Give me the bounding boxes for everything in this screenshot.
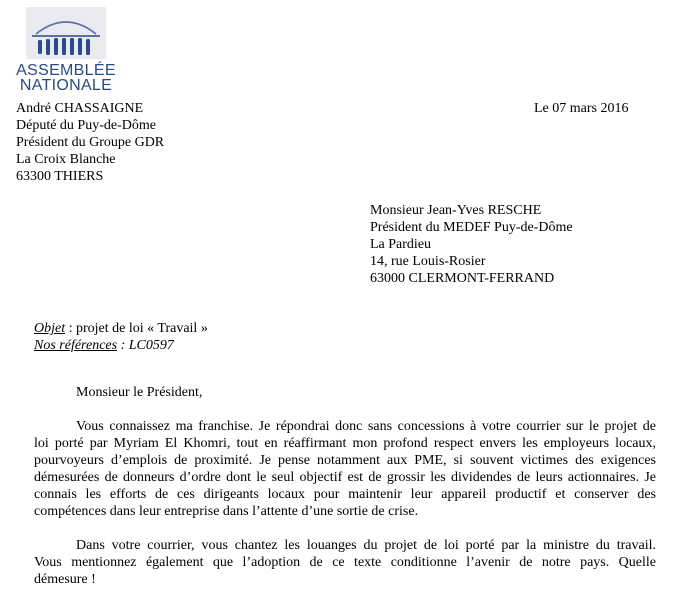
logo-line-2: NATIONALE bbox=[19, 77, 113, 94]
body-paragraph-1 bbox=[34, 418, 656, 520]
references-separator: : bbox=[117, 338, 129, 353]
paragraph-line: compétences dans leur entreprise dans l’attente d’une sortie de crise. bbox=[34, 504, 419, 519]
references-line bbox=[34, 337, 208, 354]
recipient-role: Président du MEDEF Puy-de-Dôme bbox=[370, 220, 573, 235]
paragraph-line: démesure ! bbox=[34, 572, 96, 587]
letter-date: Le 07 mars 2016 bbox=[534, 101, 629, 116]
sender-role-2: Président du Groupe GDR bbox=[16, 135, 165, 150]
body-paragraph-2 bbox=[34, 537, 656, 588]
recipient-block bbox=[370, 202, 573, 287]
sender-role-1: Député du Puy-de-Dôme bbox=[16, 118, 156, 133]
paragraph-line: démesurées de donneurs d’ordre dont le seul objectif est de grossir les dividendes de leurs actionnaires. Je bbox=[34, 470, 656, 485]
salutation: Monsieur le Président, bbox=[76, 385, 203, 400]
objet-value: projet de loi « Travail » bbox=[76, 321, 208, 336]
objet-line bbox=[34, 320, 208, 337]
sender-address-1: La Croix Blanche bbox=[16, 152, 116, 167]
objet-label: Objet bbox=[34, 321, 66, 336]
paragraph-line: pourvoyeurs d’emplois de proximité. Je pense notamment aux PME, si souvent victimes des exigences bbox=[34, 453, 656, 468]
paragraph-line: connais les efforts de ces dirigeants locaux pour maintenir leur appareil productif et conserver des bbox=[34, 487, 656, 502]
sender-address-2: 63300 THIERS bbox=[16, 169, 104, 184]
references-label: Nos références bbox=[34, 338, 118, 353]
hemicycle-icon bbox=[16, 6, 116, 62]
sender-block bbox=[16, 100, 164, 185]
paragraph-line: Vous mentionnez également que l’adoption de ce texte conditionne l’avenir de notre pays. Quelle bbox=[34, 555, 656, 570]
recipient-address-1: La Pardieu bbox=[370, 237, 432, 252]
logo-line-1: ASSEMBLÉE bbox=[16, 62, 116, 79]
recipient-address-3: 63000 CLERMONT-FERRAND bbox=[370, 271, 555, 286]
sender-name: André CHASSAIGNE bbox=[16, 101, 144, 116]
references-value: LC0597 bbox=[128, 338, 174, 353]
recipient-name: Monsieur Jean-Yves RESCHE bbox=[370, 203, 542, 218]
objet-separator: : bbox=[65, 321, 76, 336]
paragraph-line: loi porté par Myriam El Khomri, tout en réaffirmant mon profond respect envers les employeurs locaux, bbox=[34, 436, 656, 451]
references-block bbox=[34, 320, 208, 354]
paragraph-line: Dans votre courrier, vous chantez les louanges du projet de loi porté par la ministre du travail. bbox=[76, 538, 656, 553]
paragraph-line: Vous connaissez ma franchise. Je répondrai donc sans concessions à votre courrier sur le projet de bbox=[76, 419, 656, 434]
assemblee-nationale-logo bbox=[16, 6, 116, 92]
recipient-address-2: 14, rue Louis-Rosier bbox=[370, 254, 486, 269]
